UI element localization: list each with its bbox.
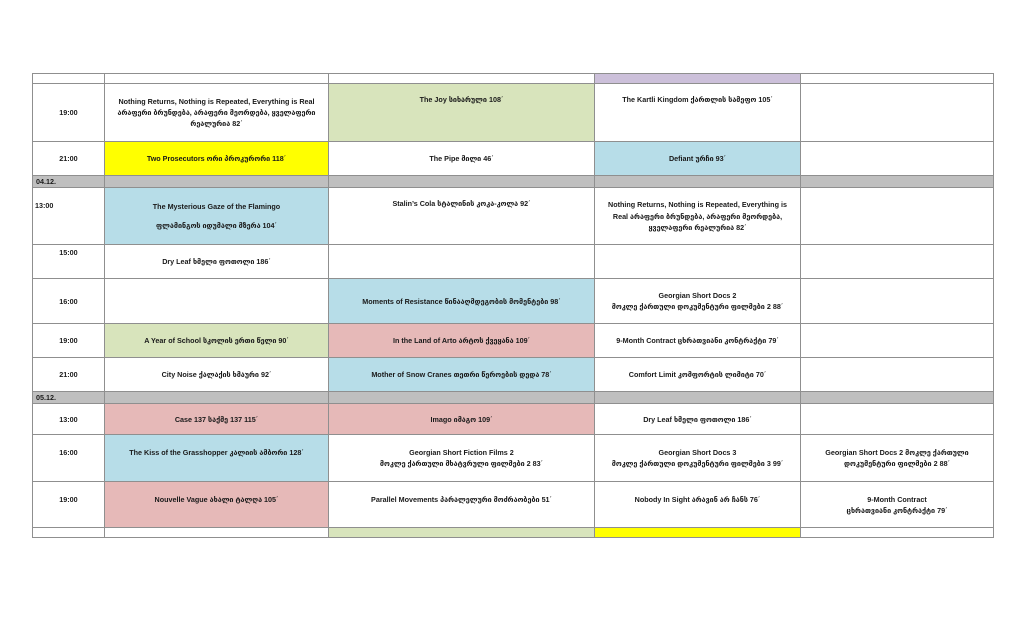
date-bar-cell (105, 176, 329, 188)
footer-cell (105, 528, 329, 538)
film-title: Dry Leaf ხმელი ფოთოლი 186΄ (162, 257, 271, 267)
time-cell: 19:00 (33, 482, 105, 528)
screening-cell (329, 188, 595, 245)
header-cell (105, 74, 329, 84)
film-title: Georgian Short Docs 2 მოკლე ქართული დოკუმენტური ფილმები 2 88΄ (825, 448, 969, 469)
date-bar-cell (105, 392, 329, 404)
date-bar-cell (801, 176, 994, 188)
schedule-row (33, 142, 994, 176)
screening-cell (105, 358, 329, 392)
film-subtitle: მოკლე ქართული დოკუმენტური ფილმები 3 99΄ (611, 459, 784, 469)
screening-cell-empty (329, 245, 595, 279)
time-cell: 13:00 (33, 188, 105, 245)
film-title: 9-Month Contract ცხრათვიანი კონტრაქტი 79΄ (616, 336, 779, 346)
footer-row (33, 528, 994, 538)
time-cell: 16:00 (33, 435, 105, 482)
time-cell: 15:00 (33, 245, 105, 279)
header-cell (801, 74, 994, 84)
film-subtitle: მოკლე ქართული მხატვრული ფილმები 2 83΄ (379, 459, 544, 469)
screening-cell (329, 279, 595, 324)
screening-cell-empty (105, 279, 329, 324)
screening-cell (801, 482, 994, 528)
screening-cell (105, 324, 329, 358)
time-cell: 13:00 (33, 404, 105, 435)
film-title: The Joy სიხარული 108΄ (419, 95, 504, 104)
film-subtitle: მოკლე ქართული დოკუმენტური ფილმები 2 88΄ (611, 302, 784, 312)
film-title: A Year of School სკოლის ერთი წელი 90΄ (144, 336, 289, 346)
screening-cell (595, 84, 801, 142)
screening-cell (801, 435, 994, 482)
screening-cell (329, 84, 595, 142)
date-bar-cell (595, 176, 801, 188)
film-title: 9-Month Contract (867, 494, 927, 504)
date-bar-cell (329, 392, 595, 404)
film-title: The Pipe მილი 46΄ (429, 153, 494, 163)
date-row (33, 176, 994, 188)
film-title: Case 137 საქმე 137 115΄ (174, 414, 259, 424)
film-title: In the Land of Arto არტოს ქვეყანა 109΄ (392, 336, 530, 346)
film-subtitle: ცხრათვიანი კონტრაქტი 79΄ (846, 505, 948, 515)
footer-cell (801, 528, 994, 538)
schedule-row (33, 435, 994, 482)
screening-cell (595, 279, 801, 324)
screening-cell (595, 358, 801, 392)
screening-cell-empty (801, 279, 994, 324)
film-title: Georgian Short Fiction Films 2 (409, 448, 514, 458)
screening-cell (595, 324, 801, 358)
date-bar-cell (801, 392, 994, 404)
screening-cell-empty (801, 404, 994, 435)
schedule-row (33, 245, 994, 279)
screening-cell (329, 404, 595, 435)
film-title: Georgian Short Docs 2 (658, 291, 737, 300)
screening-cell (329, 435, 595, 482)
screening-cell-empty (801, 84, 994, 142)
header-cell-venue-accent (595, 74, 801, 84)
film-title: The Kartli Kingdom ქართლის სამეფო 105΄ (622, 95, 773, 104)
film-title: Stalin’s Cola სტალინის კოკა-კოლა 92΄ (392, 199, 531, 209)
screening-cell (329, 358, 595, 392)
screening-cell (329, 142, 595, 176)
film-title: City Noise ქალაქის ხმაური 92΄ (161, 370, 272, 380)
screening-cell (105, 435, 329, 482)
schedule-row (33, 84, 994, 142)
footer-cell-accent (595, 528, 801, 538)
screening-cell (105, 142, 329, 176)
schedule-row (33, 404, 994, 435)
header-cell (33, 74, 105, 84)
film-title: Nothing Returns, Nothing is Repeated, Everything is Real არაფერი ბრუნდება, არაფერი მეორდება, ყველაფერი რეალურია 82΄ (608, 200, 787, 232)
header-row (33, 74, 994, 84)
time-cell: 16:00 (33, 279, 105, 324)
screening-cell (105, 482, 329, 528)
film-title: Georgian Short Docs 3 (658, 448, 737, 458)
footer-cell (33, 528, 105, 538)
screening-cell (105, 404, 329, 435)
time-cell: 19:00 (33, 84, 105, 142)
screening-cell-empty (595, 245, 801, 279)
date-row (33, 392, 994, 404)
film-title: Nouvelle Vague ახალი ტალღა 105΄ (154, 495, 279, 505)
date-label: 05.12. (33, 392, 105, 404)
screening-cell-empty (801, 358, 994, 392)
film-title: Two Prosecutors ორი პროკურორი 118΄ (146, 153, 287, 163)
film-title: Mother of Snow Cranes თეთრი წეროების დედა 78΄ (371, 370, 552, 380)
screening-cell-empty (801, 245, 994, 279)
time-cell: 21:00 (33, 142, 105, 176)
schedule-row (33, 188, 994, 245)
film-title: Nobody In Sight არავინ არ ჩანს 76΄ (634, 495, 761, 505)
screening-cell-empty (801, 188, 994, 245)
date-label: 04.12. (33, 176, 105, 188)
time-cell: 19:00 (33, 324, 105, 358)
film-title: Dry Leaf ხმელი ფოთოლი 186΄ (643, 414, 752, 424)
film-subtitle: არაფერი ბრუნდება, არაფერი მეორდება, ყველაფერი რეალურია 82΄ (117, 107, 316, 129)
time-cell: 21:00 (33, 358, 105, 392)
film-title: Nothing Returns, Nothing is Repeated, Everything is Real (118, 96, 315, 106)
film-title: The Kiss of the Grasshopper კალიის ამბორი 128΄ (129, 448, 304, 458)
screening-cell (105, 188, 329, 245)
film-title: Parallel Movements პარალელური მოძრაობები 51΄ (371, 495, 552, 505)
date-bar-cell (329, 176, 595, 188)
header-cell (329, 74, 595, 84)
screening-cell-empty (801, 324, 994, 358)
screening-cell (595, 435, 801, 482)
screening-cell (595, 404, 801, 435)
film-title: Moments of Resistance წინააღმდეგობის მომენტები 98΄ (362, 296, 561, 306)
screening-cell (595, 482, 801, 528)
screening-cell (595, 188, 801, 245)
film-title: Comfort Limit კომფორტის ლიმიტი 70΄ (628, 370, 767, 380)
schedule-row (33, 482, 994, 528)
film-title: Imago იმაგო 109΄ (430, 414, 493, 424)
screening-cell (105, 84, 329, 142)
screening-schedule-table (32, 73, 994, 538)
screening-cell (595, 142, 801, 176)
date-bar-cell (595, 392, 801, 404)
film-title: The Mysterious Gaze of the Flamingo (152, 202, 281, 211)
screening-cell-empty (801, 142, 994, 176)
screening-cell (105, 245, 329, 279)
film-title: Defiant ურჩი 93΄ (668, 153, 727, 163)
screening-cell (329, 482, 595, 528)
screening-cell (329, 324, 595, 358)
schedule-row (33, 358, 994, 392)
film-subtitle: ფლამინგოს იდუმალი მზერა 104΄ (156, 221, 277, 231)
schedule-row (33, 324, 994, 358)
footer-cell-accent (329, 528, 595, 538)
schedule-row (33, 279, 994, 324)
